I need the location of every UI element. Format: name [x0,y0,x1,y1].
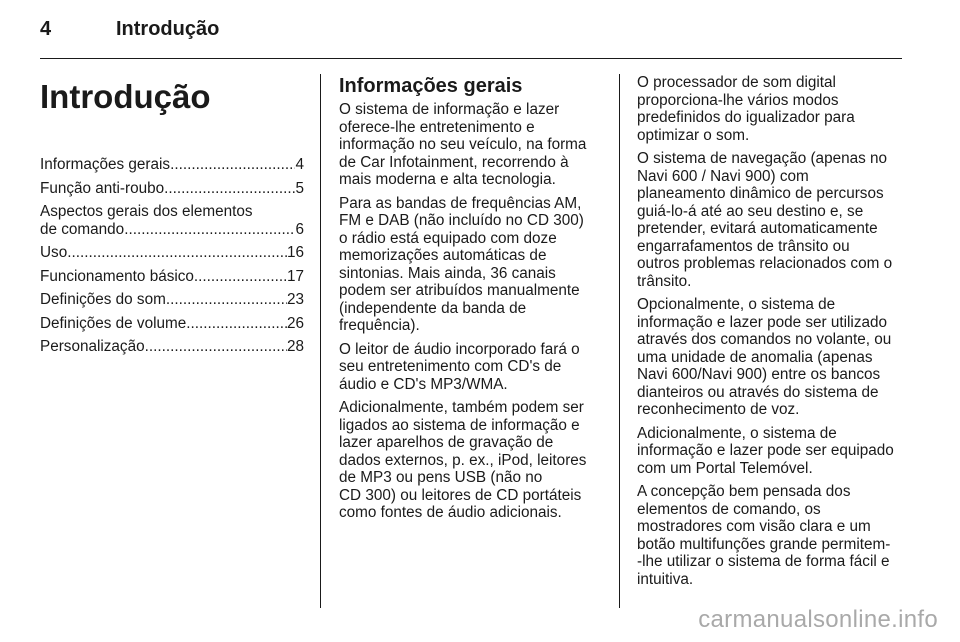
text-line: Adicionalmente, o sistema de [637,424,837,442]
toc-label-line1: Aspectos gerais dos elementos [40,203,253,220]
text-line: ligados ao sistema de informação e [339,416,580,434]
toc-label: Definições de volume [40,314,187,332]
toc-entry[interactable] [40,156,304,174]
text-line: -lhe utilizar o sistema de forma fácil e [637,553,890,570]
text-line: lazer aparelhos de gravação de [339,434,554,451]
body-column-middle [339,74,601,528]
toc-leader [67,244,287,262]
text-line: Adicionalmente, também podem ser [339,399,584,416]
text-line: dianteiros ou através do sistema de [637,383,879,401]
text-line: elementos de comando, os [637,500,821,518]
toc-entry[interactable] [40,338,304,356]
watermark: carmanualsonline.info [698,606,938,633]
toc-leader [186,315,287,333]
toc-label: Informações gerais [40,156,171,173]
paragraph [637,150,901,290]
paragraph [339,341,601,394]
text-line: A concepção bem pensada dos [637,483,851,500]
toc-label: Função anti-roubo [40,179,165,197]
text-line: como fontes de áudio adicionais. [339,504,562,521]
text-line: O processador de som digital [637,74,836,91]
text-line: podem ser atribuídos manualmente [339,282,580,299]
toc-page: 28 [286,338,304,355]
toc-page: 6 [295,220,304,238]
text-line: (independente da banda de [339,299,527,317]
text-line: Navi 600/Navi 900) entre os bancos [637,366,881,383]
text-line: áudio e CD's MP3/WMA. [339,375,508,393]
paragraph [637,74,901,144]
text-line: uma unidade de anomalia (apenas [637,348,873,366]
col2-body [339,101,601,522]
paragraph [339,101,601,189]
table-of-contents [40,156,304,356]
text-line: pretender, evitará automaticamente [637,220,878,237]
text-line: O sistema de informação e lazer [339,101,560,118]
toc-leader [124,221,295,239]
col3-body [637,74,901,588]
text-line: de MP3 ou pens USB (não no [339,469,543,486]
paragraph [637,425,901,478]
toc-label: Uso [40,244,68,261]
text-line: seu entretenimento com CD's de [339,358,562,375]
text-line: Navi 600 / Navi 900) com [637,167,809,185]
toc-entry[interactable] [40,244,304,262]
text-line: informação e lazer pode ser equipado [637,442,894,459]
text-line: O sistema de navegação (apenas no [637,150,888,167]
text-line: informação e lazer pode ser utilizado [637,313,887,331]
text-line: Para as bandas de frequências AM, [339,194,582,212]
text-line: Opcionalmente, o sistema de [637,296,836,313]
page-header [40,18,219,41]
toc-leader [145,338,287,356]
text-line: optimizar o som. [637,126,750,144]
text-line: outros problemas relacionados com o [637,255,893,272]
text-line: memorizações automáticas de [339,247,547,264]
toc-label: de comando [40,220,125,238]
text-line: engarrafamentos de trânsito ou [637,237,850,255]
toc-page: 23 [286,291,304,308]
text-line: sintonias. Mais ainda, 36 canais [339,264,556,282]
text-line: planeamento dinâmico de percursos [637,185,884,202]
toc-entry[interactable] [40,180,304,198]
toc-entry[interactable] [40,315,304,333]
column-divider-2 [619,74,620,608]
text-line: dados externos, p. ex., iPod, leitores [339,451,587,469]
text-line: intuitiva. [637,570,694,588]
toc-page: 17 [286,267,304,285]
toc-leader [194,268,287,286]
toc-label: Definições do som [40,291,166,308]
text-line: FM e DAB (não incluído no CD 300) [339,212,584,229]
text-line: através dos comandos no volante, ou [637,331,892,348]
text-line: com um Portal Telemóvel. [637,459,813,477]
text-line: proporciona-lhe vários modos [637,91,839,109]
toc-leader [164,180,295,198]
text-line: O leitor de áudio incorporado fará o [339,340,580,358]
toc-leader [170,156,295,174]
toc-entry[interactable] [40,268,304,286]
toc-label: Personalização [40,338,145,355]
text-line: predefinidos do igualizador para [637,109,855,126]
text-line: frequência). [339,317,420,334]
toc-page: 5 [295,179,304,197]
paragraph [339,195,601,335]
body-column-right [637,74,901,594]
column-divider-1 [320,74,321,608]
toc-page: 4 [295,156,304,173]
toc-column [40,74,304,362]
toc-leader [166,291,287,309]
text-line: botão multifunções grande permitem- [637,535,891,553]
toc-entry-multiline[interactable] [40,203,304,238]
text-line: reconhecimento de voz. [637,401,800,418]
text-line: trânsito. [637,272,692,290]
text-line: o rádio está equipado com doze [339,229,557,247]
paragraph [637,296,901,419]
section-title: Informações gerais [339,75,523,97]
toc-page: 16 [286,244,304,261]
text-line: CD 300) ou leitores de CD portáteis [339,486,582,504]
paragraph [339,399,601,522]
page-number: 4 [40,18,52,40]
text-line: mostradores com visão clara e um [637,518,871,535]
text-line: informação no seu veículo, na forma [339,136,587,153]
header-rule [40,58,902,59]
running-title: Introdução [116,18,220,40]
text-line: guiá-lo-á até ao seu destino e, se [637,202,864,220]
text-line: oferece-lhe entretenimento e [339,118,535,136]
toc-entry[interactable] [40,291,304,309]
text-line: de Car Infotainment, recorrendo à [339,153,569,171]
text-line: mais moderna e alta tecnologia. [339,171,556,188]
toc-label: Funcionamento básico [40,267,194,285]
paragraph [637,483,901,588]
chapter-title: Introdução [40,78,211,115]
toc-page: 26 [286,314,304,332]
